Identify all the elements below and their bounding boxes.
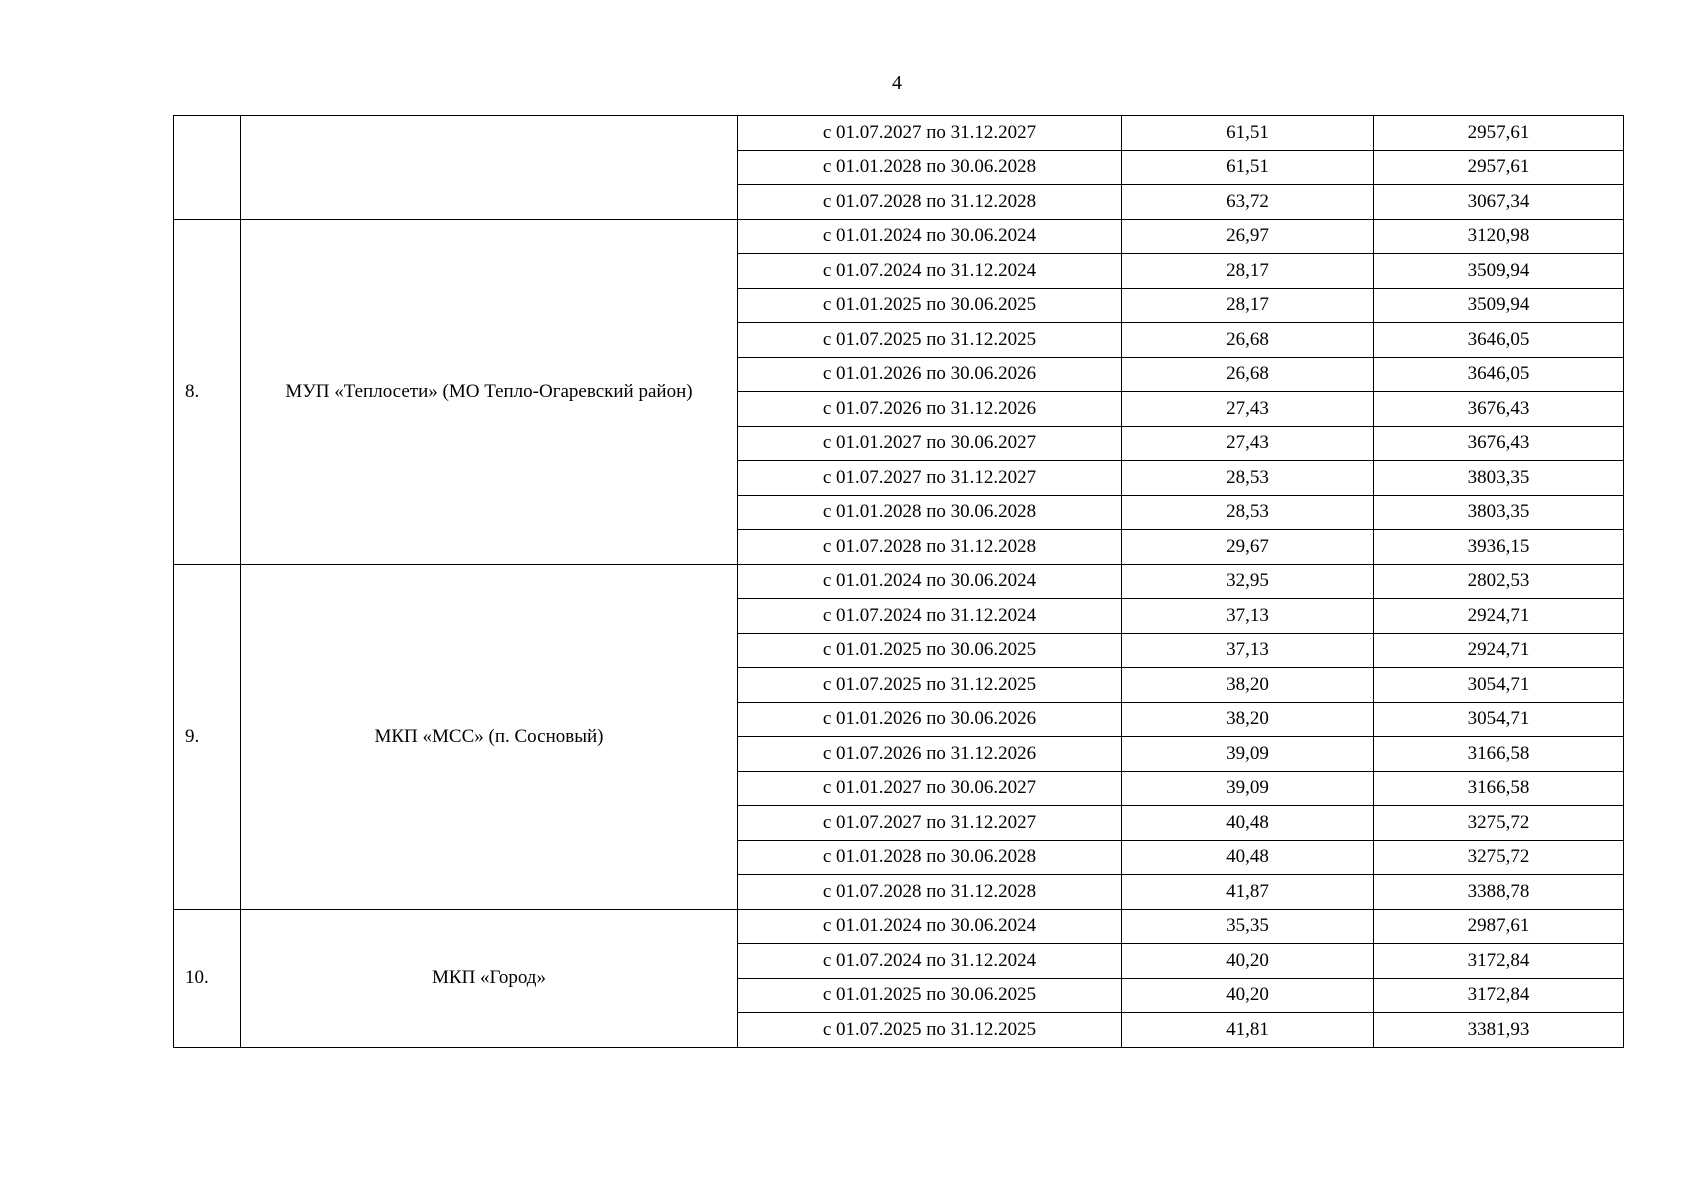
period-cell: с 01.01.2028 по 30.06.2028 [738,495,1122,530]
value1-cell: 26,97 [1122,219,1374,254]
value1-cell: 35,35 [1122,909,1374,944]
value2-cell: 3067,34 [1374,185,1624,220]
value1-cell: 39,09 [1122,737,1374,772]
value2-cell: 3120,98 [1374,219,1624,254]
value1-cell: 27,43 [1122,392,1374,427]
value1-cell: 28,17 [1122,254,1374,289]
period-cell: с 01.01.2025 по 30.06.2025 [738,288,1122,323]
value1-cell: 38,20 [1122,702,1374,737]
tariff-table-body [174,116,1624,1048]
organization-cell: МУП «Теплосети» (МО Тепло-Огаревский район) [241,219,738,564]
organization-cell [241,116,738,220]
period-cell: с 01.01.2024 по 30.06.2024 [738,909,1122,944]
period-cell: с 01.01.2027 по 30.06.2027 [738,426,1122,461]
value1-cell: 40,48 [1122,806,1374,841]
value1-cell: 37,13 [1122,599,1374,634]
period-cell: с 01.01.2028 по 30.06.2028 [738,150,1122,185]
table-row [174,909,1624,944]
period-cell: с 01.07.2024 по 31.12.2024 [738,599,1122,634]
value1-cell: 26,68 [1122,357,1374,392]
row-number-cell: 10. [174,909,241,1047]
value1-cell: 32,95 [1122,564,1374,599]
value1-cell: 39,09 [1122,771,1374,806]
period-cell: с 01.01.2024 по 30.06.2024 [738,219,1122,254]
period-cell: с 01.01.2026 по 30.06.2026 [738,357,1122,392]
value2-cell: 3172,84 [1374,944,1624,979]
value2-cell: 3646,05 [1374,323,1624,358]
value2-cell: 3803,35 [1374,461,1624,496]
row-number-cell [174,116,241,220]
value1-cell: 37,13 [1122,633,1374,668]
value2-cell: 2802,53 [1374,564,1624,599]
value1-cell: 28,53 [1122,495,1374,530]
value1-cell: 40,48 [1122,840,1374,875]
value2-cell: 2987,61 [1374,909,1624,944]
period-cell: с 01.01.2024 по 30.06.2024 [738,564,1122,599]
value2-cell: 3275,72 [1374,840,1624,875]
table-row [174,219,1624,254]
row-number-cell: 8. [174,219,241,564]
value2-cell: 3646,05 [1374,357,1624,392]
value2-cell: 2924,71 [1374,599,1624,634]
value1-cell: 27,43 [1122,426,1374,461]
period-cell: с 01.07.2026 по 31.12.2026 [738,392,1122,427]
period-cell: с 01.07.2027 по 31.12.2027 [738,116,1122,151]
value1-cell: 61,51 [1122,150,1374,185]
tariff-table [173,115,1624,1048]
value2-cell: 3054,71 [1374,668,1624,703]
period-cell: с 01.07.2025 по 31.12.2025 [738,323,1122,358]
period-cell: с 01.01.2025 по 30.06.2025 [738,978,1122,1013]
table-row [174,564,1624,599]
value2-cell: 3172,84 [1374,978,1624,1013]
value2-cell: 3275,72 [1374,806,1624,841]
value1-cell: 40,20 [1122,978,1374,1013]
organization-cell: МКП «МСС» (п. Сосновый) [241,564,738,909]
period-cell: с 01.07.2025 по 31.12.2025 [738,1013,1122,1048]
value2-cell: 3676,43 [1374,426,1624,461]
value2-cell: 3509,94 [1374,254,1624,289]
period-cell: с 01.01.2025 по 30.06.2025 [738,633,1122,668]
value2-cell: 3388,78 [1374,875,1624,910]
value1-cell: 28,17 [1122,288,1374,323]
page-number: 4 [892,72,902,94]
value2-cell: 3676,43 [1374,392,1624,427]
period-cell: с 01.07.2028 по 31.12.2028 [738,185,1122,220]
row-number-cell: 9. [174,564,241,909]
value1-cell: 41,81 [1122,1013,1374,1048]
value1-cell: 61,51 [1122,116,1374,151]
organization-cell: МКП «Город» [241,909,738,1047]
value1-cell: 29,67 [1122,530,1374,565]
period-cell: с 01.07.2027 по 31.12.2027 [738,461,1122,496]
period-cell: с 01.07.2027 по 31.12.2027 [738,806,1122,841]
period-cell: с 01.07.2025 по 31.12.2025 [738,668,1122,703]
value2-cell: 3936,15 [1374,530,1624,565]
value1-cell: 40,20 [1122,944,1374,979]
value2-cell: 3054,71 [1374,702,1624,737]
period-cell: с 01.01.2028 по 30.06.2028 [738,840,1122,875]
period-cell: с 01.07.2028 по 31.12.2028 [738,530,1122,565]
period-cell: с 01.07.2028 по 31.12.2028 [738,875,1122,910]
value2-cell: 3509,94 [1374,288,1624,323]
value1-cell: 41,87 [1122,875,1374,910]
value2-cell: 3803,35 [1374,495,1624,530]
table-row [174,116,1624,151]
period-cell: с 01.01.2027 по 30.06.2027 [738,771,1122,806]
value2-cell: 2957,61 [1374,116,1624,151]
value2-cell: 3166,58 [1374,771,1624,806]
period-cell: с 01.07.2026 по 31.12.2026 [738,737,1122,772]
value1-cell: 38,20 [1122,668,1374,703]
value1-cell: 28,53 [1122,461,1374,496]
value1-cell: 26,68 [1122,323,1374,358]
period-cell: с 01.07.2024 по 31.12.2024 [738,944,1122,979]
period-cell: с 01.07.2024 по 31.12.2024 [738,254,1122,289]
value2-cell: 3381,93 [1374,1013,1624,1048]
period-cell: с 01.01.2026 по 30.06.2026 [738,702,1122,737]
value2-cell: 2957,61 [1374,150,1624,185]
value1-cell: 63,72 [1122,185,1374,220]
value2-cell: 3166,58 [1374,737,1624,772]
value2-cell: 2924,71 [1374,633,1624,668]
